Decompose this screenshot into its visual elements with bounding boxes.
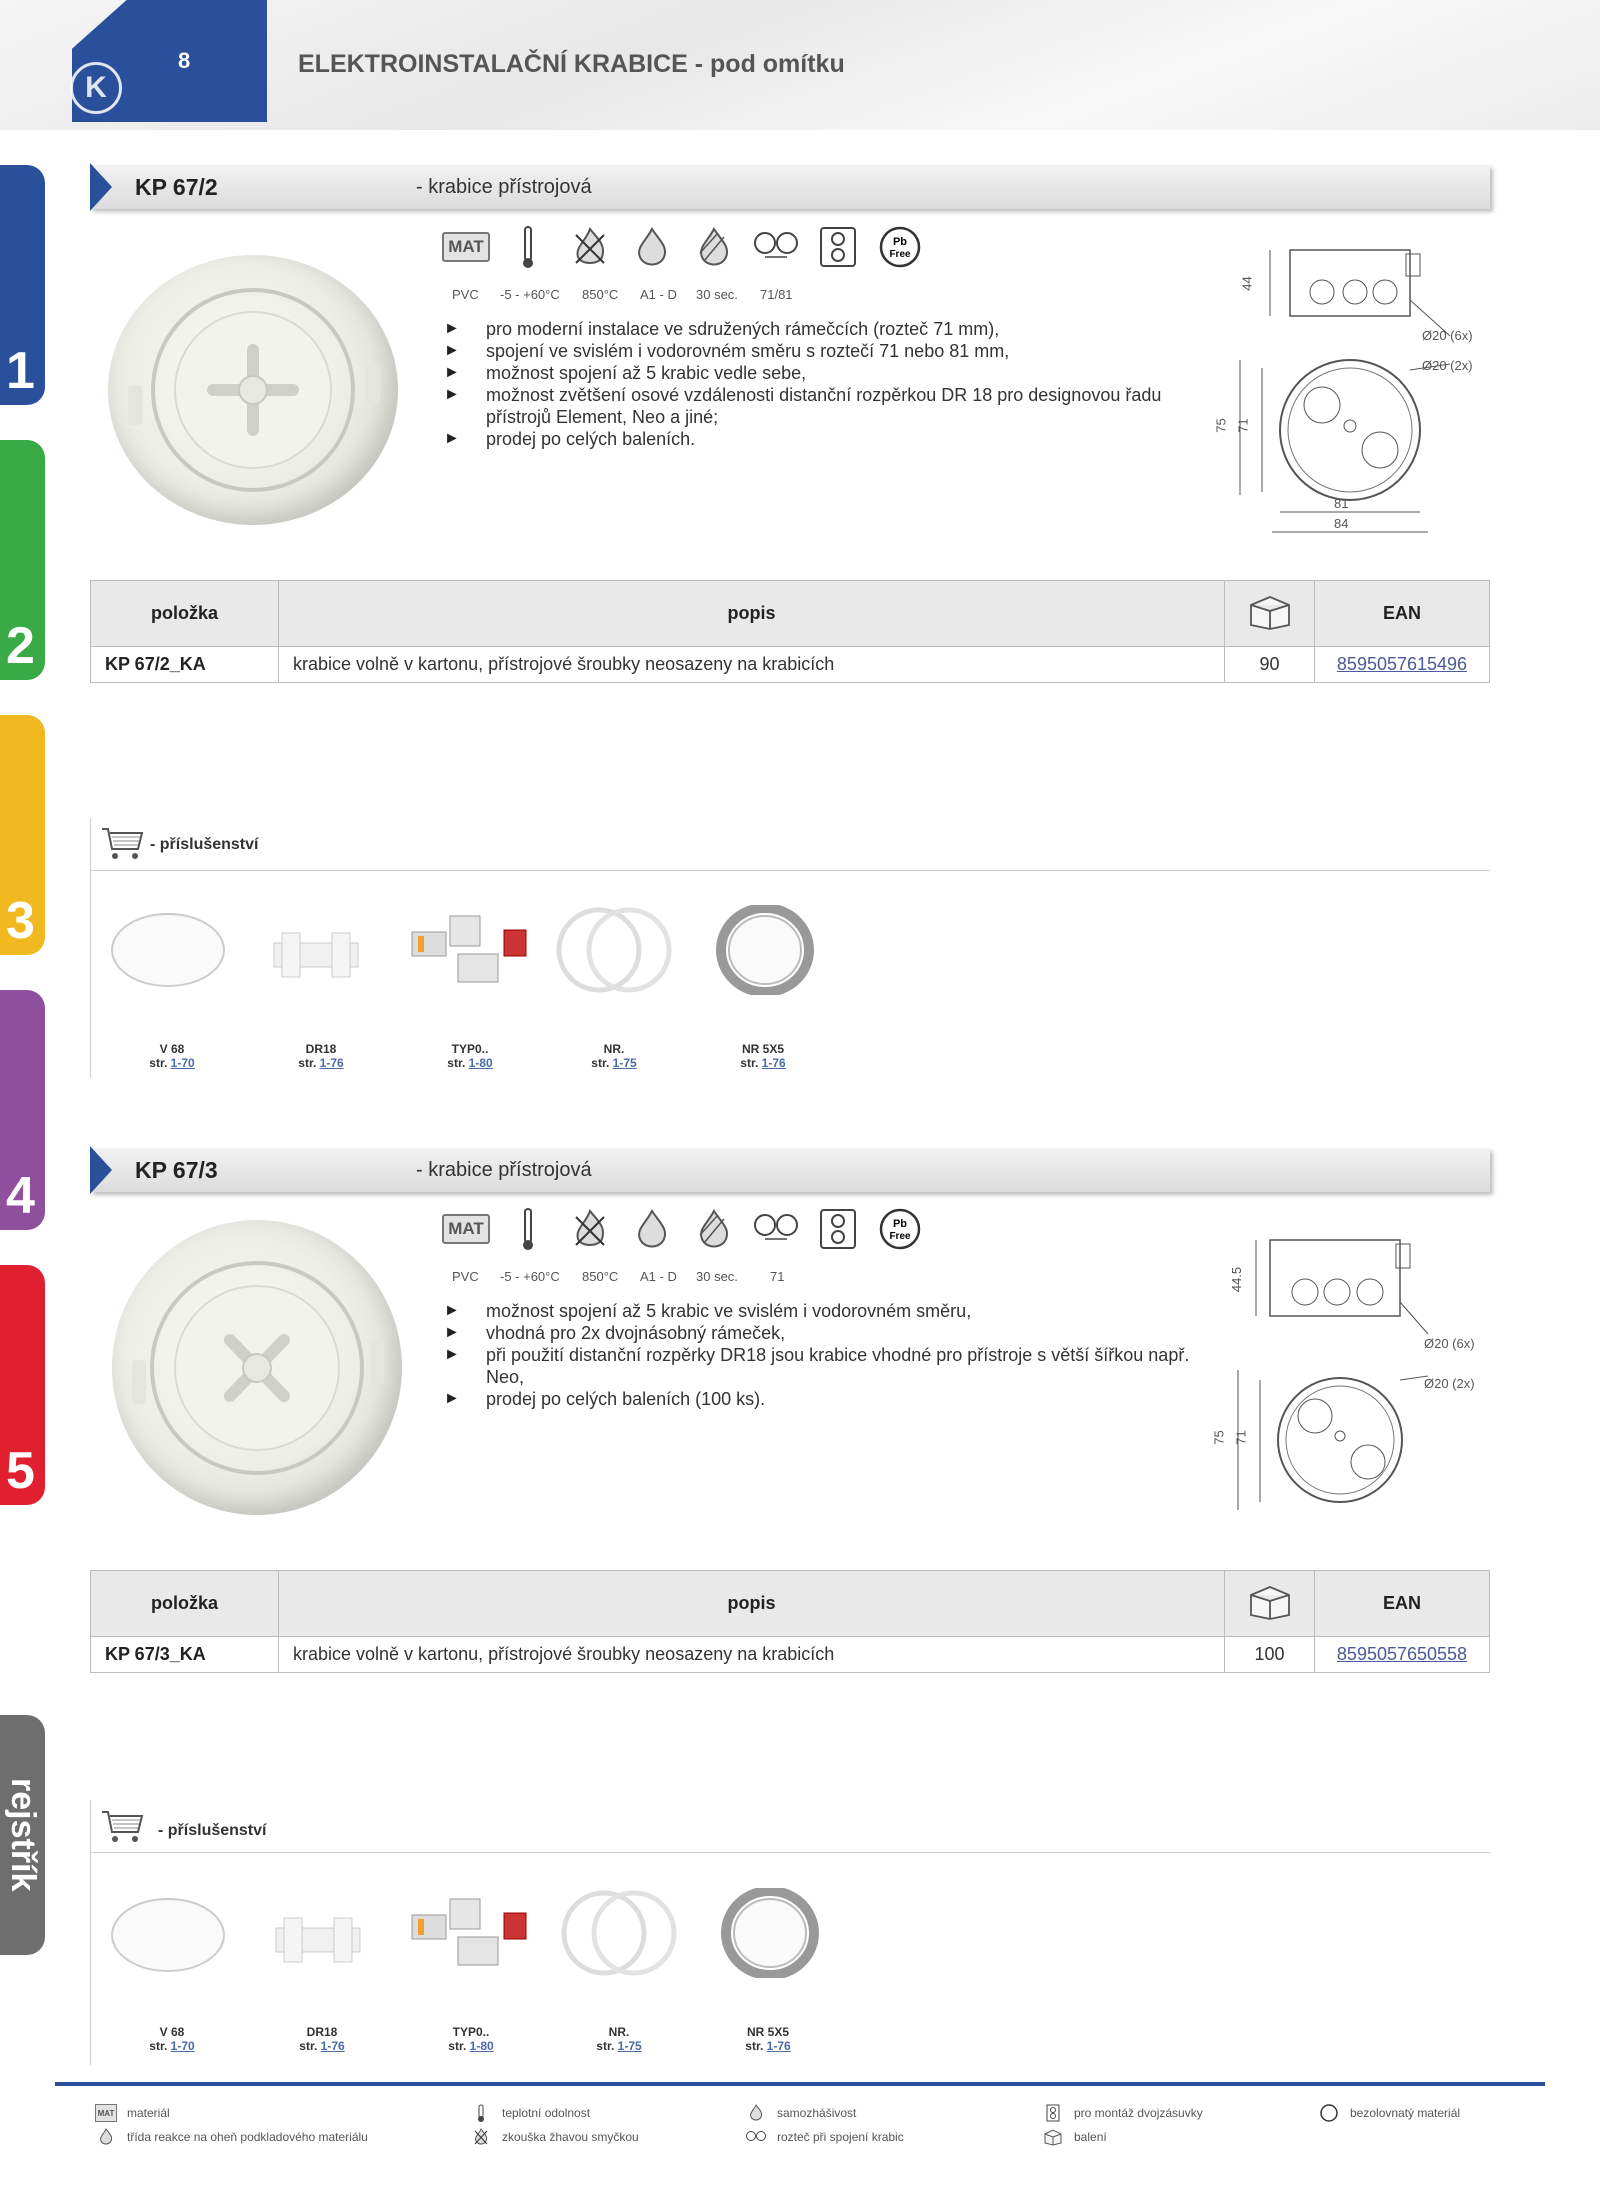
product-subtitle: - krabice přístrojová	[416, 176, 592, 198]
feature-item: ► prodej po celých baleních.	[444, 428, 1204, 450]
legend-label: materiál	[127, 2106, 170, 2120]
accessory-name: DR18	[305, 1042, 337, 1056]
accessories-title: - příslušenství	[150, 836, 259, 853]
legend-label: bezolovnatý materiál	[1350, 2106, 1461, 2120]
box-illustration	[108, 255, 398, 525]
accessory-image-ring	[560, 1888, 680, 1978]
accessory-name: TYP0..	[452, 2025, 490, 2039]
feature-item: ► možnost spojení až 5 krabic ve svislém i vodorovném směru,	[444, 1300, 1204, 1322]
column-header-pack	[1225, 1571, 1315, 1637]
dim-hole-2x: Ø20 (2x)	[1424, 1376, 1475, 1391]
page-ref-link[interactable]: 1-75	[612, 1056, 637, 1070]
legend-label: zkouška žhavou smyčkou	[502, 2130, 639, 2144]
svg-text:Pb: Pb	[892, 1218, 908, 1230]
glow-wire-icon	[566, 1207, 614, 1251]
legend-label: rozteč při spojení krabic	[777, 2130, 904, 2144]
svg-text:Pb: Pb	[892, 236, 908, 248]
product-code: KP 67/3	[135, 1157, 218, 1183]
accessory-image-connectors	[408, 1893, 538, 1973]
box-icon	[1247, 1581, 1293, 1621]
page-ref-link[interactable]: 1-76	[320, 2039, 345, 2053]
legend-item	[95, 2104, 170, 2122]
page-title: ELEKTROINSTALAČNÍ KRABICE - pod omítku	[298, 50, 845, 78]
accessory-name: NR.	[608, 2025, 630, 2039]
accessories-rule	[90, 1852, 1490, 1853]
icon-label-self-extinguish: 30 sec.	[696, 287, 738, 302]
dim-hole-6x: Ø20 (6x)	[1424, 1336, 1475, 1351]
box-icon	[1247, 591, 1293, 631]
page-ref-prefix: str.	[447, 1056, 466, 1070]
accessory-image-extension-ring	[715, 905, 815, 995]
dim-hole-2x: Ø20 (2x)	[1422, 358, 1473, 373]
icon-label-self-extinguish: 30 sec.	[696, 1269, 738, 1284]
dim-width-84: 84	[1334, 516, 1349, 531]
legend-item	[1042, 2104, 1203, 2122]
thermometer-icon	[470, 2104, 492, 2122]
page-ref-prefix: str.	[596, 2039, 615, 2053]
legend-label: samozhášivost	[777, 2106, 857, 2120]
product-code: KP 67/2	[135, 174, 218, 200]
flame-icon	[745, 2104, 767, 2122]
property-icons	[442, 225, 924, 269]
item-quantity: 90	[1225, 647, 1315, 683]
column-header-desc: popis	[279, 581, 1225, 647]
page-ref-prefix: str.	[149, 1056, 168, 1070]
socket-icon	[814, 1207, 862, 1251]
legend-label: pro montáž dvojzásuvky	[1074, 2106, 1203, 2120]
page-ref-prefix: str.	[448, 2039, 467, 2053]
legend-label: třída reakce na oheň podkladového materiálu	[127, 2130, 368, 2144]
accessory-image-spacer	[268, 925, 368, 985]
technical-drawing	[1210, 240, 1510, 540]
ean-link[interactable]: 8595057650558	[1315, 1637, 1490, 1673]
drop-icon	[95, 2128, 117, 2146]
legend-item	[470, 2104, 590, 2122]
spacing-icon	[752, 1207, 800, 1251]
accessories-title: - příslušenství	[158, 1822, 267, 1839]
thermometer-icon	[504, 1207, 552, 1251]
cart-icon	[100, 1808, 144, 1849]
accessory-name: V 68	[159, 2025, 185, 2039]
page-ref-link[interactable]: 1-76	[319, 1056, 344, 1070]
box-illustration	[112, 1220, 402, 1515]
item-code: KP 67/2_KA	[91, 647, 279, 683]
cart-icon	[100, 825, 144, 866]
banner-arrow-icon	[90, 1146, 112, 1194]
dim-outer: 75	[1211, 1430, 1227, 1445]
socket-icon	[814, 225, 862, 269]
icon-label-fire-class: A1 - D	[640, 287, 677, 302]
accessories-divider	[90, 818, 91, 1078]
dim-width-81: 81	[1334, 496, 1349, 511]
accessory-name: DR18	[306, 2025, 338, 2039]
legend-item	[745, 2104, 856, 2122]
accessory-item[interactable]	[559, 2025, 679, 2053]
side-tab-index[interactable]: rejstřík	[0, 1715, 45, 1955]
feature-item: ► vhodná pro 2x dvojnásobný rámeček,	[444, 1322, 1204, 1344]
socket-icon	[1042, 2104, 1064, 2122]
accessory-item[interactable]	[261, 1042, 381, 1070]
accessory-item[interactable]	[112, 1042, 232, 1070]
accessories-divider	[90, 1800, 91, 2065]
dim-hole-6x: Ø20 (6x)	[1422, 328, 1473, 343]
thermometer-icon	[504, 225, 552, 269]
page-ref-prefix: str.	[745, 2039, 764, 2053]
page-ref-link[interactable]: 1-75	[617, 2039, 642, 2053]
pb-free-icon	[1318, 2104, 1340, 2122]
property-icons	[442, 1207, 924, 1251]
icon-label-spacing: 71/81	[760, 287, 793, 302]
accessory-image-extension-ring	[720, 1888, 820, 1978]
icon-label-material: PVC	[452, 1269, 479, 1284]
feature-item: ► spojení ve svislém i vodorovném směru s roztečí 71 nebo 81 mm,	[444, 340, 1204, 362]
feature-item: ► možnost zvětšení osové vzdálenosti distanční rozpěrkou DR 18 pro designovou řadu přístrojů Element, Neo a jiné;	[444, 384, 1204, 428]
table-row	[91, 1637, 1490, 1673]
accessory-item[interactable]	[410, 1042, 530, 1070]
glow-wire-icon	[470, 2128, 492, 2146]
accessory-item[interactable]	[411, 2025, 531, 2053]
icon-label-temperature: -5 - +60°C	[500, 1269, 560, 1284]
column-header-ean: EAN	[1315, 581, 1490, 647]
accessory-image-spacer	[270, 1910, 370, 1970]
legend-item	[95, 2128, 368, 2146]
svg-text:Free: Free	[889, 1231, 911, 1242]
accessory-name: V 68	[159, 1042, 185, 1056]
pb-free-icon	[876, 1207, 924, 1251]
side-tab-3[interactable]: 3	[0, 715, 45, 955]
column-header-pack	[1225, 581, 1315, 647]
page-ref-link[interactable]: 1-80	[468, 1056, 493, 1070]
accessory-item[interactable]	[554, 1042, 674, 1070]
page-ref-link[interactable]: 1-70	[170, 1056, 195, 1070]
page-ref-link[interactable]: 1-80	[469, 2039, 494, 2053]
legend-item	[1042, 2128, 1107, 2146]
feature-list	[444, 318, 1204, 450]
column-header-item: položka	[91, 1571, 279, 1637]
accessory-image-ring	[555, 905, 675, 995]
accessory-item[interactable]	[112, 2025, 232, 2053]
page-ref-prefix: str.	[149, 2039, 168, 2053]
side-tab-5[interactable]: 5	[0, 1265, 45, 1505]
item-description: krabice volně v kartonu, přístrojové šroubky neosazeny na krabicích	[279, 1637, 1225, 1673]
page-ref-prefix: str.	[299, 2039, 318, 2053]
page-number: 8	[178, 48, 191, 73]
column-header-ean: EAN	[1315, 1571, 1490, 1637]
dim-inner: 71	[1235, 418, 1251, 433]
flame-icon	[690, 1207, 738, 1251]
order-table	[90, 580, 1490, 683]
accessory-name: NR.	[603, 1042, 625, 1056]
side-tab-2[interactable]: 2	[0, 440, 45, 680]
product-photo	[112, 1220, 402, 1515]
feature-list	[444, 1300, 1204, 1410]
drop-icon	[628, 225, 676, 269]
footer-rule	[55, 2082, 1545, 2086]
mat-icon: MAT	[442, 232, 490, 262]
technical-drawing	[1210, 1230, 1510, 1520]
page-ref-link[interactable]: 1-76	[761, 1056, 786, 1070]
item-quantity: 100	[1225, 1637, 1315, 1673]
accessory-name: NR 5X5	[741, 1042, 785, 1056]
glow-wire-icon	[566, 225, 614, 269]
dim-inner: 71	[1233, 1430, 1249, 1445]
accessories-rule	[90, 870, 1490, 871]
mat-icon: MAT	[95, 2104, 117, 2122]
accessory-image-connectors	[408, 910, 538, 990]
pb-free-icon	[876, 225, 924, 269]
accessory-item[interactable]	[703, 1042, 823, 1070]
icon-label-fire-class: A1 - D	[640, 1269, 677, 1284]
flame-icon	[690, 225, 738, 269]
box-icon	[1042, 2128, 1064, 2146]
item-code: KP 67/3_KA	[91, 1637, 279, 1673]
column-header-desc: popis	[279, 1571, 1225, 1637]
icon-label-glow-wire: 850°C	[582, 1269, 619, 1284]
drop-icon	[628, 1207, 676, 1251]
page-ref-link[interactable]: 1-70	[170, 2039, 195, 2053]
accessory-image-cover	[108, 1895, 228, 1975]
icon-label-temperature: -5 - +60°C	[500, 287, 560, 302]
product-photo	[108, 255, 398, 525]
side-tab-4[interactable]: 4	[0, 990, 45, 1230]
accessory-name: NR 5X5	[746, 2025, 790, 2039]
feature-item: ► možnost spojení až 5 krabic vedle sebe,	[444, 362, 1204, 384]
legend-item	[745, 2128, 904, 2146]
icon-label-material: PVC	[452, 287, 479, 302]
icon-label-glow-wire: 850°C	[582, 287, 619, 302]
icon-label-spacing: 71	[770, 1269, 785, 1284]
accessory-item[interactable]	[262, 2025, 382, 2053]
side-tab-1[interactable]: 1	[0, 165, 45, 405]
column-header-item: položka	[91, 581, 279, 647]
legend-label: teplotní odolnost	[502, 2106, 591, 2120]
item-description: krabice volně v kartonu, přístrojové šroubky neosazeny na krabicích	[279, 647, 1225, 683]
ean-link[interactable]: 8595057615496	[1315, 647, 1490, 683]
page-ref-prefix: str.	[591, 1056, 610, 1070]
banner-arrow-icon	[90, 163, 112, 211]
order-table	[90, 1570, 1490, 1673]
legend-item	[1318, 2104, 1460, 2122]
accessory-name: TYP0..	[451, 1042, 489, 1056]
brand-logo: K	[70, 62, 122, 114]
page-ref-prefix: str.	[740, 1056, 759, 1070]
dim-outer: 75	[1213, 418, 1229, 433]
dim-height: 44.5	[1229, 1266, 1245, 1293]
page-ref-prefix: str.	[298, 1056, 317, 1070]
feature-item: ► při použití distanční rozpěrky DR18 jsou krabice vhodné pro přístroje s větší šířkou např. Neo,	[444, 1344, 1204, 1388]
mat-icon: MAT	[442, 1214, 490, 1244]
product-banner	[90, 165, 1490, 209]
product-banner	[90, 1148, 1490, 1192]
feature-item: ► pro moderní instalace ve sdružených rámečcích (rozteč 71 mm),	[444, 318, 1204, 340]
accessory-item[interactable]	[708, 2025, 828, 2053]
accessory-image-cover	[108, 910, 228, 990]
feature-item: ► prodej po celých baleních (100 ks).	[444, 1388, 1204, 1410]
page-ref-link[interactable]: 1-76	[766, 2039, 791, 2053]
svg-text:Free: Free	[889, 249, 911, 260]
spacing-icon	[745, 2128, 767, 2146]
legend-label: balení	[1074, 2130, 1107, 2144]
spacing-icon	[752, 225, 800, 269]
dim-height: 44	[1239, 276, 1255, 291]
product-subtitle: - krabice přístrojová	[416, 1159, 592, 1181]
legend-item	[470, 2128, 639, 2146]
table-row	[91, 647, 1490, 683]
